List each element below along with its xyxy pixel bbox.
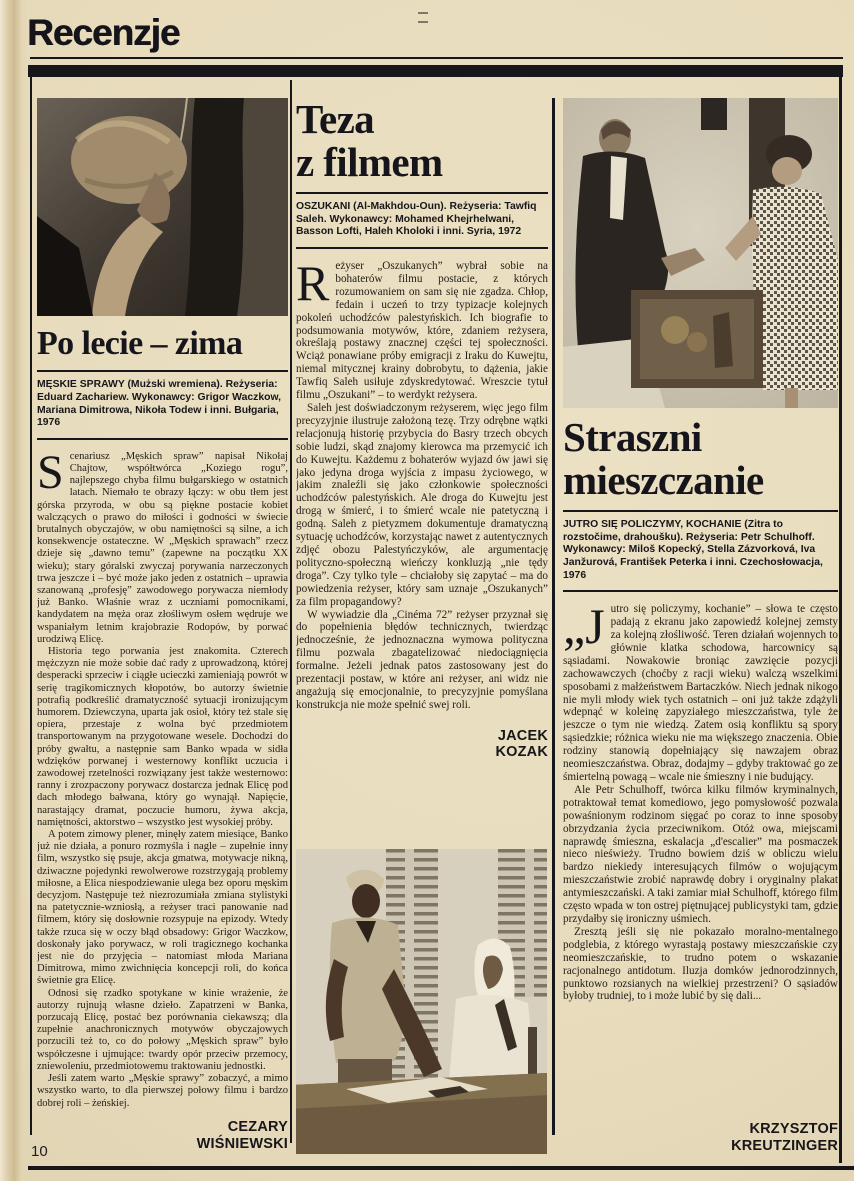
scan-artifact [418, 12, 428, 23]
drop-cap: S [37, 450, 64, 499]
title-line: mieszczanie [563, 456, 764, 503]
frame-border-left [30, 77, 32, 1135]
author-byline: CEZARY WIŚNIEWSKI [196, 1119, 288, 1152]
paragraph-text: eżyser „Oszukanych” wybrał sobie na bohaterów filmu postacie, z których rozumowaniem on sam się nie zgadza. Chłop, fedain i uczeń to trzy typizacje kolejnych pokoleń uchodźców palestyńskich. Ich biografie to podsumowania motywów, które, zdaniem reżysera, określają postawy znacznej części tej społeczności. Wciąż ponawiane próby emigracji z Iraku do Kuwejtu, niemal mitycznej krainy dobrobytu, to dążenia, jakie Tawfiq Saleh usiłuje zdyskredytować. Wreszcie tytuł filmu „Oszukani” – to werdykt reżysera. [296, 260, 548, 402]
film-still-jutro-sie-policzymy [563, 98, 838, 408]
article-body [563, 603, 838, 1003]
paragraph [563, 603, 838, 784]
film-credits: MĘSKIE SPRAWY (Mużski wremiena). Reżyseria: Eduard Zachariew. Wykonawcy: Grigor Waczkow, Mariana Dimitrowa, Nikoła Todew i inni. Bułgaria, 1976 [37, 379, 282, 429]
top-black-bar [28, 65, 843, 77]
bottom-black-bar [28, 1166, 854, 1170]
two-men-at-desk-photo-illustration [296, 849, 547, 1154]
paragraph: W wywiadzie dla „Cinéma 72” reżyser przyznał się do popełnienia błędów technicznych, twierdząc jednocześnie, że jednoznaczna wymowa polityczna filmu pozwala zbagatelizować niedociągnięcia formalne. Jeżeli jednak patos zastosowany jest do prezentacji postaw, w które ani reżyser, ani widz nie angażują się emocjonalnie, to precyzyjnie pomyślana konstrukcja nie może spełnić swej roli. [296, 608, 548, 711]
drop-cap: R [296, 260, 330, 312]
paragraph: Saleh jest doświadczonym reżyserem, więc jego film precyzyjnie ilustruje założoną tezę. Trzy odrębne wątki relacjonują historię przybycia do Basry trzech obcych sobie ludzi, skąd znajomy kierowca ma przemycić ich do Kuwejtu. Każdemu z bohaterów wyjazd ów jawi się jako jedyna droga wyjścia z impasu życiowego, w jakim znaleźli się jako członkowie społeczności uchodźców palestyńskich. Ale droga do Kuwejtu jest drogą w śmierć, i to śmierć wcale nie patetyczną i godną. Saleh z pietyzmem dokumentuje dramatyczną sytuację uchodźców, korzystając nawet z autentycznych zdjęć obozu Palestyńczyków, ale argumentację polityczno-społeczną wieńczy konkluzją „nie tędy droga”. Czy tylko tyle – chciałoby się zapytać – ma do powiedzenia reżyser, który sam uznaje „Oszukanych” za film propagandowy? [296, 402, 548, 608]
article-title: Po lecie – zima [37, 325, 243, 362]
article-teza-z-filmem [296, 98, 548, 1154]
paragraph [37, 451, 288, 646]
top-thin-rule [30, 57, 843, 59]
film-still-oszukani [296, 849, 547, 1154]
title-line: Straszni [563, 414, 702, 460]
paragraph-text: utro się policzymy, kochanie” – słowa te często padają z ekranu jako zapowiedź kolejnej zemsty za kolejną złośliwość. Teren działań wojennych to głównie klatka schodowa, harcownicy są sąsiadami. Nowakowie broniąc zawzięcie pozycji zachowawczych (choćby z racji wieku) walczą wszelkimi sposobami z małżeństwem Bartaczków. Niech jednak nikogo nie myli młody wiek tych ostatnich – oni już także zdążyli wdepnąć w koleinę zapyziałego mieszczaństwa, tyle że jeszcze o tym nie wiedzą. Zatem osią konfliktu są spory sąsiedzkie; różnica wieku nie ma większego znaczenia. Obie rodziny stanowią dopełniający się nawzajem obraz neomieszczaństwa. Obraz, dodajmy – gdyby traktować go ze śmiertelną powagą – wcale nie śmieszny i nie budujący. [563, 603, 838, 783]
man-and-woman-in-room-photo-illustration [563, 98, 838, 408]
film-credits: OSZUKANI (Al-Makhdou-Oun). Reżyseria: Tawfiq Saleh. Wykonawcy: Mohamed Khejrhelwani, Basson Lofti, Haleh Kholoki i inni. Syria, 1972 [296, 201, 537, 238]
credits-block [563, 510, 838, 592]
author-byline: JACEK KOZAK [495, 727, 548, 761]
article-title [296, 98, 548, 183]
article-title [563, 416, 838, 501]
paragraph: Jeśli zatem warto „Męskie sprawy” zobaczyć, a mimo wszystko warto, to dla pierwszej połowy filmu i bardzo dobrej roli – żeńskiej. [37, 1073, 288, 1109]
film-credits: JUTRO SIĘ POLICZYMY, KOCHANIE (Zitra to rozstočime, drahoušku). Reżyseria: Petr Schulhoff. Wykonawcy: Miloš Kopecký, Stella Zázvorková, Iva Janžurová, František Peterka i inni. Czechosłowacja, 1976 [563, 519, 823, 581]
page-number: 10 [31, 1143, 48, 1160]
title-line: z filmem [296, 138, 443, 185]
title-line: Teza [296, 98, 375, 142]
column-divider-1 [290, 80, 292, 1143]
column-divider-2 [552, 98, 555, 1135]
article-body [296, 260, 548, 712]
paragraph: Odnosi się rzadko spotykane w kinie wrażenie, że autorzy rujnują własne dzieło. Zapatrzeni w Banka, porzucają Elicę, postać bez porównania ciekawszą; dla zupełnie anachronicznych motywów obyczajowych porzucili też to, co do połowy „Męskich spraw” było współczesne i ujmujące: twardy opór przeciw przemocy, zniewoleniu, przedmiotowemu traktowaniu jednostki. [37, 987, 288, 1072]
section-header: Recenzje [27, 12, 180, 53]
paragraph: Historia tego porwania jest znakomita. Czterech mężczyzn nie może sobie dać rady z uprowadzoną, której desperacki sprzeciw i ciągłe ucieczki zamieniają powrót w serię tragikomicznych kłopotów, bo autorzy świetnie potrafią podkreślić dramatyczność sytuacji ironizującym humorem. Dziewczyna, uparta jak osioł, który też stale się opiera, przestaje z wolna być przedmiotem transportowanym na przygotowane wesele. Dochodzi do próby gwałtu, a następnie sam Banko wpada w sidła wdzięków porwanej i westernowy konflikt uczucia i zawodowej rzetelności rozwiązany jest także westernowo: ranny i zrozpaczony porywacz dostarcza jednak Elicę pod dach młodego bałwana, który go wynajął. Napięcie, narastający dramat, poczucie humoru, żywa akcja, namiętności, aktorstwo – wszystko jest wysokiej próby. [37, 645, 288, 828]
author-byline: KRZYSZTOF KREUTZINGER [731, 1121, 838, 1154]
paragraph-text: cenariusz „Męskich spraw” napisał Nikołaj Chajtow, współtwórca „Koziego rogu”, najlepszego chyba filmu bułgarskiego w ostatnich latach. Niemało te obrazy łączy: w obu tłem jest górska przyroda, w obu są piękne postacie kobiet walczących o prawo do miłości i godności w świecie brutalnych obyczajów, w obu namiętności są silne, a ich konsekwencje ostateczne. W „Męskich sprawach” rzecz dzieje się „dawno temu” (zapewne na początku XX wieku); stary góralski zwyczaj porywania narzeczonych trwa jeszcze i – być może jako jeden z ostatnich – uprawia szanowaną „profesję” zawodowego porywacza niemłody już Banko. Właśnie wraz z uczniami pomocnikami, kandydatem na męża oraz złośliwym osłem wędruje we wspaniałym letnim krajobrazie Rodopów, by porwać urodziwą Elicę. [37, 450, 288, 645]
drop-cap: „J [563, 603, 605, 655]
credits-block [296, 192, 548, 249]
paragraph: Zresztą jeśli się nie pokazało moralno-mentalnego podglebia, z którego wyrastają postawy mieszczańskie czy neomieszczańskie, to trudno potem o wskazanie racjonalnego antidotum. Iluzja domków jednorodzinnych, punktowo rozsianych na wielkiej przestrzeni? O sąsiadów byłoby trudniej, to i może lubić by się dali... [563, 925, 838, 1003]
article-body [37, 451, 288, 1110]
woman-and-horse-photo-illustration [37, 98, 288, 316]
article-straszni-mieszczanie [563, 98, 838, 1158]
credits-block [37, 370, 288, 439]
film-still-meskie-sprawy [37, 98, 288, 316]
paragraph: A potem zimowy plener, minęły zatem miesiące, Banko już nie działa, a ponuro rozmyśla i nagle – zupełnie inny film, wszystko się psuje, akcja gmatwa, motywacje nikną, dziwaczne pojedynki rewolwerowe rozstrzygają problemy miłosne, a Elica niespodziewanie ulega bez oporu męskim decyzjom. Następuje też niezrozumiała zmiana stylistyki na patetycznie-wzniosłą, a reżyser traci panowanie nad filmem, który się dosłownie rozsypuje na epizody. Wtedy także rzuca się w oczy błąd obsadowy: Grigor Waczkow, doskonały jako porywacz, w roli tragicznego kochanka jest nie do przyjęcia – natomiast młoda Mariana Dimitrowa, mimo zwichnięcia koncepcji roli, do końca świetnie gra Elicę. [37, 829, 288, 987]
frame-border-right [839, 77, 842, 1163]
paragraph [296, 260, 548, 402]
article-po-lecie-zima [37, 98, 288, 1156]
paragraph: Ale Petr Schulhoff, twórca kilku filmów kryminalnych, potraktował temat komediowo, jego pomysłowość pozwala powaśnionym rodzinom sięgać po coraz to inne sposoby obrzydzania życia przeciwnikom. Otóż owa, miejscami naprawdę śmieszna, eskalacja „d'escalier” ma posmaczek nieco nieświeży. Trudno bowiem dziś w obliczu wielu bardzo niekiedy interesujących filmów o wojującym mieszczaństwie zrobić naprawdę dobry i oryginalny plakat antymieszczański. A taki zamiar miał Schulhoff, którego film często wpada w ton ostrej piętnującej publicystyki tam, gdzie przydałby się ironiczny uśmiech. [563, 783, 838, 925]
